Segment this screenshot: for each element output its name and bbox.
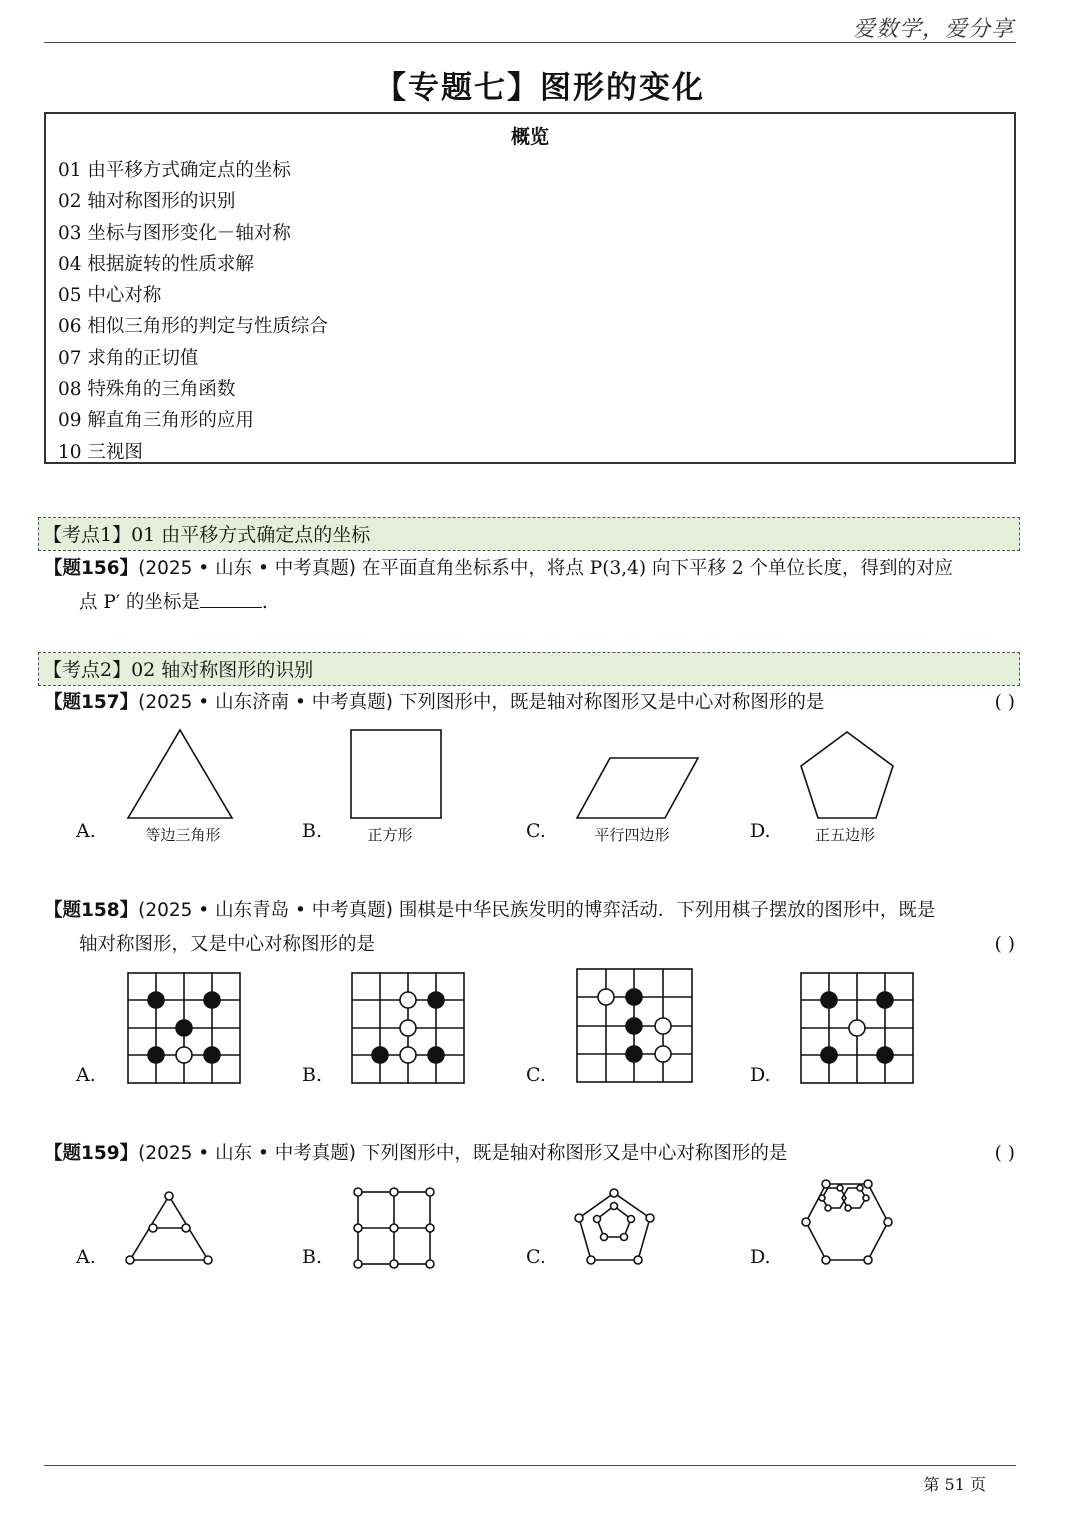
q159-option-d-letter[interactable]: D.	[750, 1246, 771, 1268]
footer-rule	[44, 1465, 1016, 1466]
q158-option-a-letter[interactable]: A.	[76, 1064, 96, 1086]
q157-option-c-caption: 平行四边形	[594, 826, 670, 844]
q159-text: 下列图形中，既是轴对称图形又是中心对称图形的是	[361, 1143, 788, 1164]
kaodian2-bar: 【考点2】02 轴对称图形的识别	[38, 652, 1020, 686]
q158-option-b-letter[interactable]: B.	[302, 1064, 323, 1086]
answer-paren[interactable]: ( )	[994, 692, 1015, 713]
overview-item: 02 轴对称图形的识别	[58, 191, 236, 213]
overview-item: 08 特殊角的三角函数	[58, 379, 236, 401]
q156-text2: 点 P′ 的坐标是	[79, 592, 200, 613]
q158-number: 【题158】	[44, 900, 139, 921]
q158-source: (2025 • 山东青岛 • 中考真题)	[138, 900, 393, 921]
header-brand: 爱数学，爱分享	[852, 17, 1014, 42]
q157-source: (2025 • 山东济南 • 中考真题)	[138, 692, 393, 713]
q158-option-d-letter[interactable]: D.	[750, 1064, 771, 1086]
q156-number: 【题156】	[44, 558, 139, 579]
q159-source: (2025 • 山东 • 中考真题)	[138, 1143, 356, 1164]
q159-option-a-letter[interactable]: A.	[76, 1246, 96, 1268]
q159-number: 【题159】	[44, 1143, 139, 1164]
q158-option-c-letter[interactable]: C.	[526, 1064, 546, 1086]
answer-paren[interactable]: ( )	[994, 1143, 1015, 1164]
grid-figure	[354, 1188, 434, 1268]
q159-option-c-letter[interactable]: C.	[526, 1246, 546, 1268]
nested-pentagon-figure	[575, 1189, 654, 1264]
overview-item: 01 由平移方式确定点的坐标	[58, 160, 291, 181]
hexagon-figure	[802, 1180, 892, 1264]
q157-option-a-caption: 等边三角形	[145, 826, 221, 844]
q159-option-b-letter[interactable]: B.	[302, 1246, 323, 1268]
q156-text: 在平面直角坐标系中，将点 P(3,4) 向下平移 2 个单位长度，得到的对应	[361, 558, 953, 579]
q158-text2: 轴对称图形，又是中心对称图形的是	[79, 934, 376, 955]
overview-item: 05 中心对称	[58, 285, 162, 307]
q157-option-d-caption: 正五边形	[814, 826, 875, 844]
q157-option-c-letter[interactable]: C.	[526, 820, 546, 842]
triangle-figure	[126, 1192, 212, 1264]
q157-option-a-letter[interactable]: A.	[76, 820, 96, 842]
q157-option-d-letter[interactable]: D.	[750, 820, 771, 842]
page-number: 第 51 页	[923, 1475, 986, 1494]
q157-number: 【题157】	[44, 692, 139, 713]
q156-source: (2025 • 山东 • 中考真题)	[138, 558, 356, 579]
q158-text: 围棋是中华民族发明的博弈活动．下列用棋子摆放的图形中，既是	[398, 900, 936, 921]
overview-item: 10 三视图	[58, 441, 143, 463]
q157-option-b-caption: 正方形	[367, 826, 413, 844]
overview-item: 09 解直角三角形的应用	[58, 410, 254, 432]
q157-option-b-letter[interactable]: B.	[302, 820, 323, 842]
answer-paren[interactable]: ( )	[994, 934, 1015, 955]
kaodian1-bar: 【考点1】01 由平移方式确定点的坐标	[38, 517, 1020, 551]
overview-item: 03 坐标与图形变化－轴对称	[58, 222, 291, 244]
overview-heading: 概览	[510, 126, 549, 148]
q157-text: 下列图形中，既是轴对称图形又是中心对称图形的是	[398, 692, 825, 713]
page-title: 【专题七】图形的变化	[375, 70, 705, 106]
overview-item: 07 求角的正切值	[58, 347, 199, 369]
overview-item: 06 相似三角形的判定与性质综合	[58, 316, 328, 338]
overview-item: 04 根据旋转的性质求解	[58, 253, 254, 275]
q156-text2-end: .	[261, 592, 268, 613]
